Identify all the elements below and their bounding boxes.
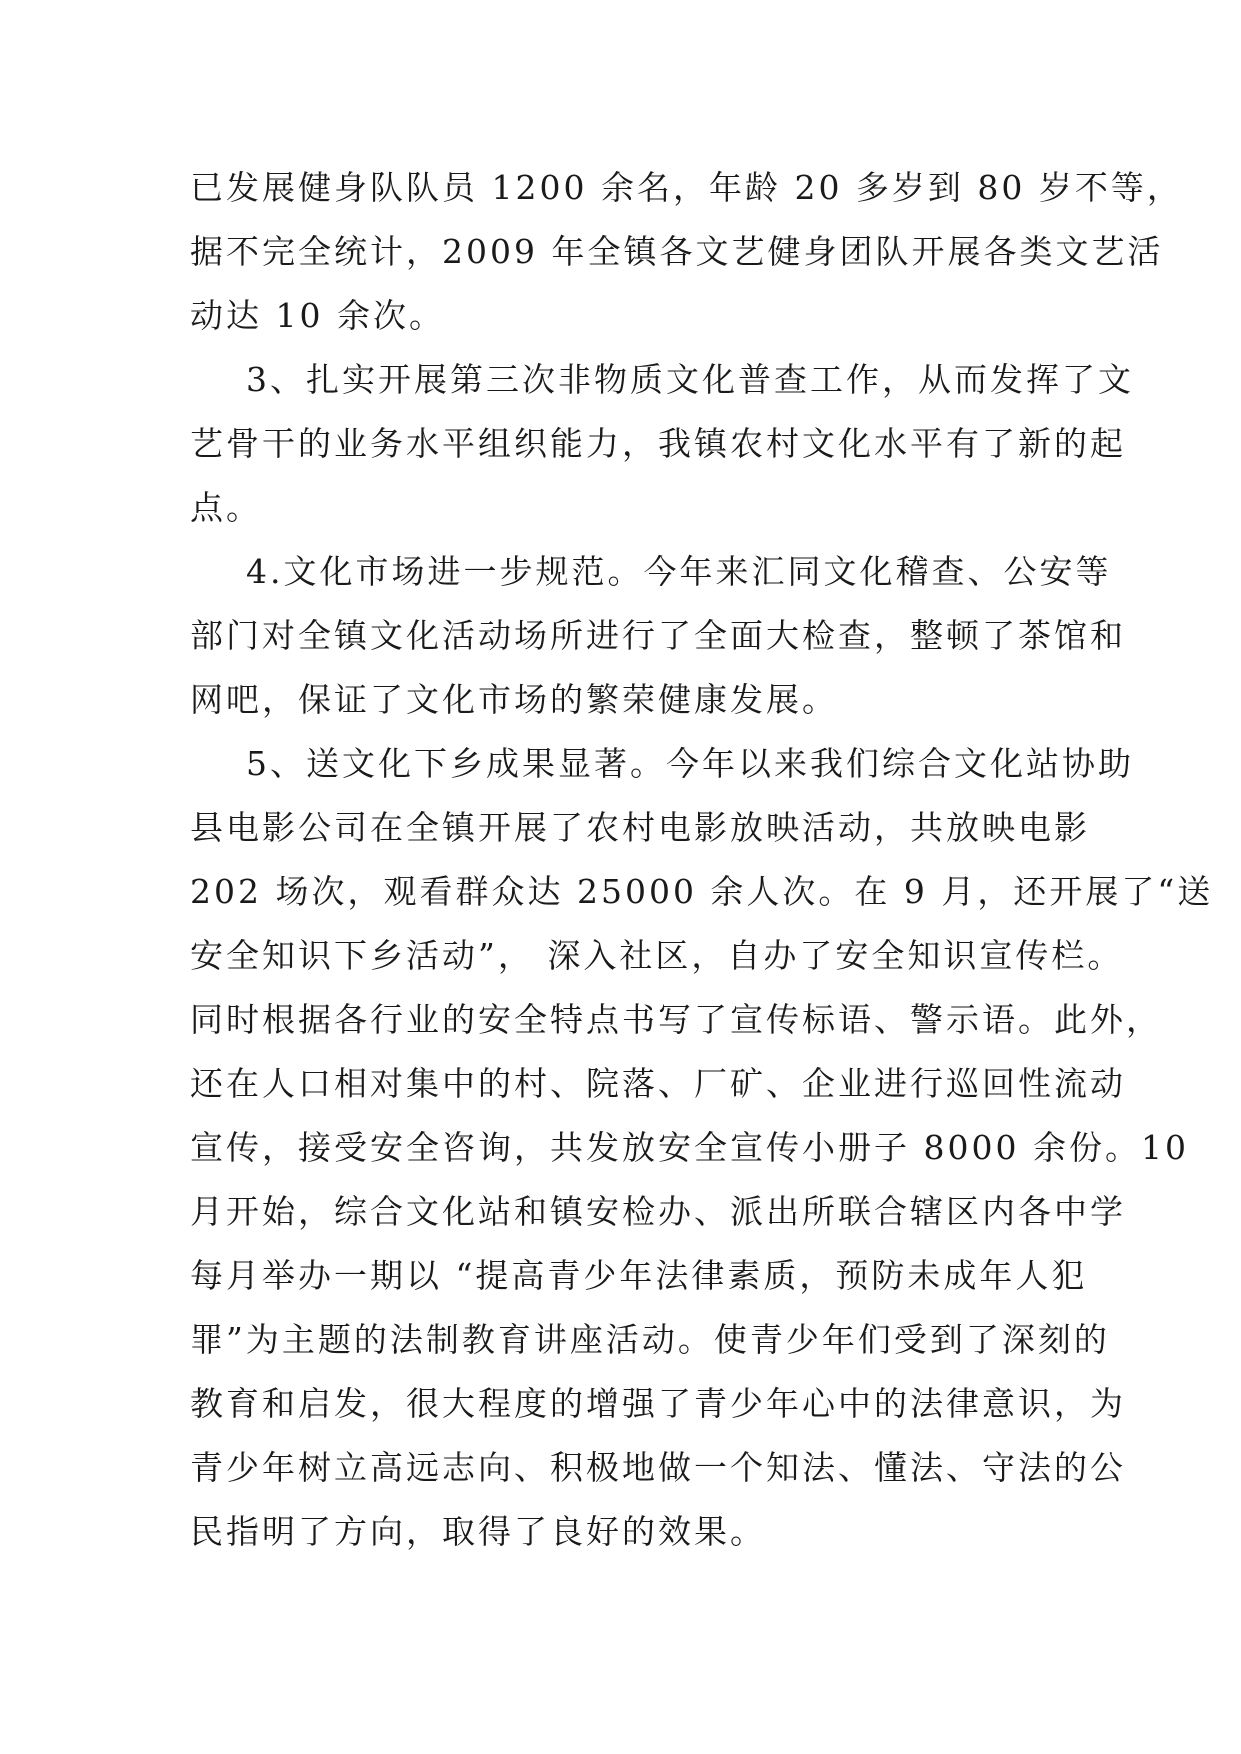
paragraph-4-line-12: 青少年树立高远志向、积极地做一个知法、懂法、守法的公 (190, 1448, 1126, 1487)
paragraph-4-line-9: 每月举办一期以 “提高青少年法律素质，预防未成年人犯 (190, 1256, 1088, 1295)
paragraph-2-line-2: 艺骨干的业务水平组织能力，我镇农村文化水平有了新的起 (190, 424, 1126, 463)
paragraph-3-line-1: 4.文化市场进一步规范。今年来汇同文化稽查、公安等 (246, 552, 1112, 591)
paragraph-4-line-5: 同时根据各行业的安全特点书写了宣传标语、警示语。此外， (190, 1000, 1162, 1039)
paragraph-4-line-13: 民指明了方向，取得了良好的效果。 (190, 1512, 766, 1551)
paragraph-3-line-3: 网吧，保证了文化市场的繁荣健康发展。 (190, 680, 838, 719)
paragraph-4-line-6: 还在人口相对集中的村、院落、厂矿、企业进行巡回性流动 (190, 1064, 1126, 1103)
paragraph-4-line-10: 罪”为主题的法制教育讲座活动。使青少年们受到了深刻的 (190, 1320, 1110, 1359)
paragraph-4-line-8: 月开始，综合文化站和镇安检办、派出所联合辖区内各中学 (190, 1192, 1126, 1231)
paragraph-2-line-1: 3、扎实开展第三次非物质文化普查工作，从而发挥了文 (246, 360, 1134, 399)
paragraph-4-line-4: 安全知识下乡活动”， 深入社区，自办了安全知识宣传栏。 (190, 936, 1124, 975)
paragraph-4-line-11: 教育和启发，很大程度的增强了青少年心中的法律意识，为 (190, 1384, 1126, 1423)
paragraph-1-line-2: 据不完全统计，2009 年全镇各文艺健身团队开展各类文艺活 (190, 232, 1164, 271)
paragraph-2-line-3: 点。 (190, 488, 262, 527)
paragraph-1-line-3: 动达 10 余次。 (190, 296, 445, 335)
paragraph-4-line-7: 宣传，接受安全咨询，共发放安全宣传小册子 8000 余份。10 (190, 1128, 1189, 1167)
paragraph-3-line-2: 部门对全镇文化活动场所进行了全面大检查，整顿了茶馆和 (190, 616, 1126, 655)
paragraph-1-line-1: 已发展健身队队员 1200 余名，年龄 20 多岁到 80 岁不等， (190, 168, 1183, 207)
paragraph-4-line-2: 县电影公司在全镇开展了农村电影放映活动，共放映电影 (190, 808, 1090, 847)
paragraph-4-line-1: 5、送文化下乡成果显著。今年以来我们综合文化站协助 (246, 744, 1134, 783)
paragraph-4-line-3: 202 场次，观看群众达 25000 余人次。在 9 月，还开展了“送 (190, 872, 1214, 911)
